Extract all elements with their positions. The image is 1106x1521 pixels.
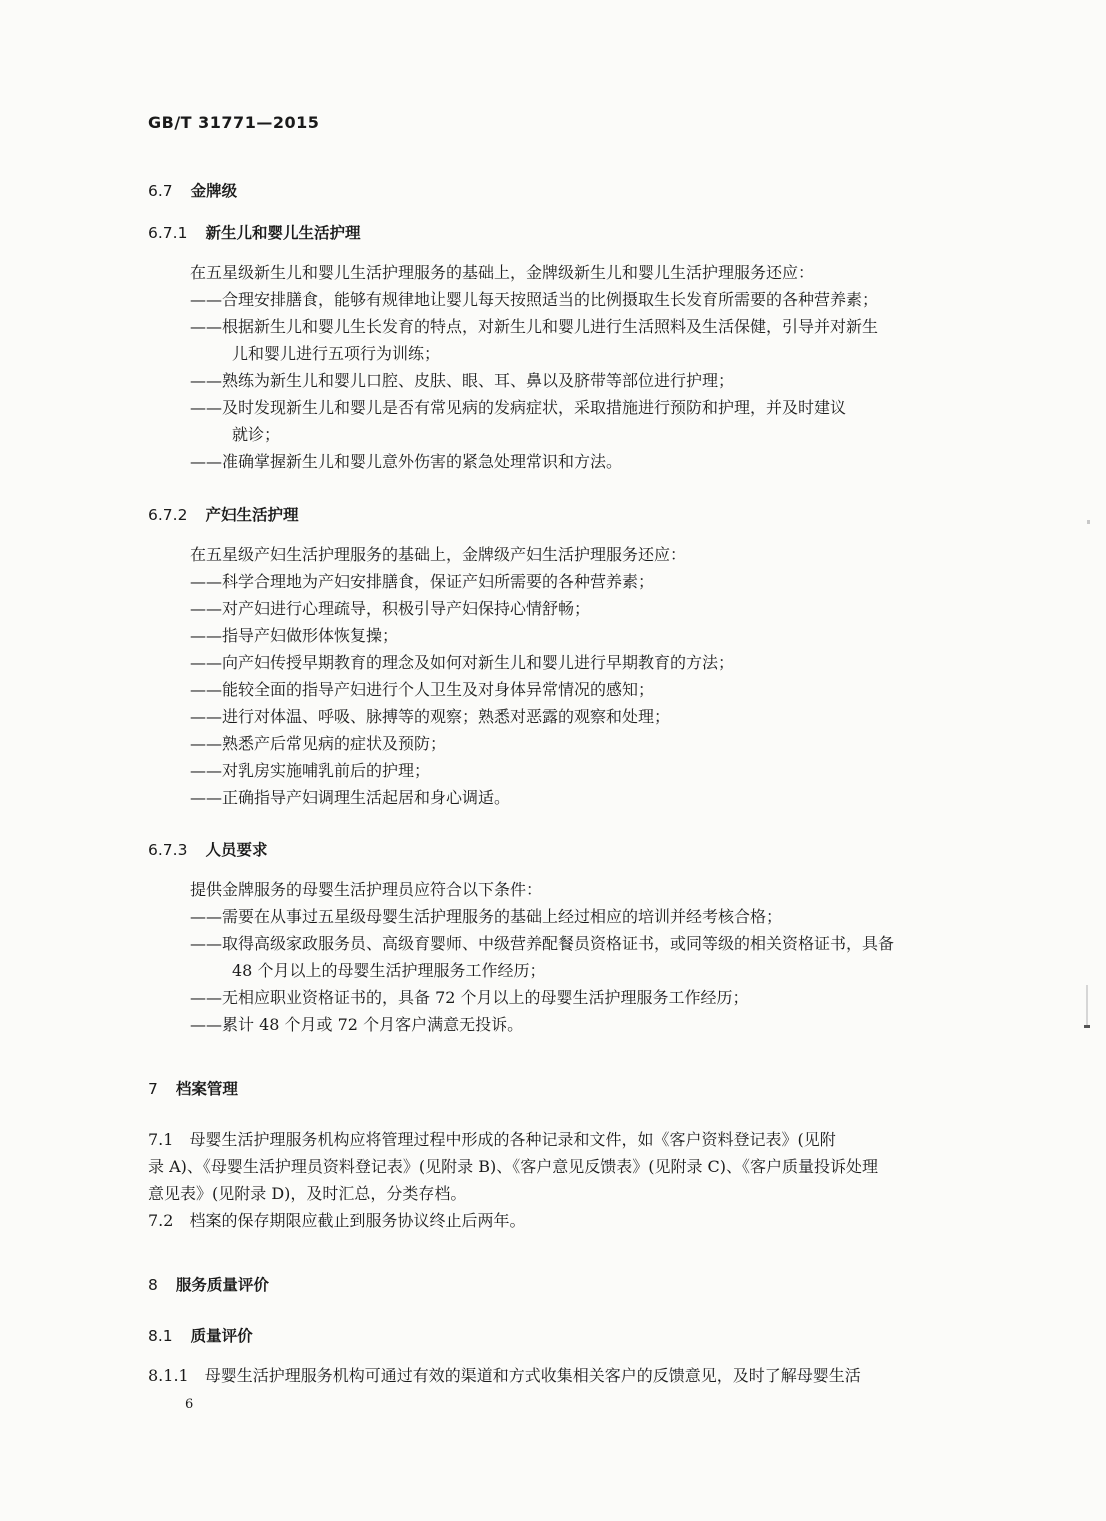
section-title: 服务质量评价 — [175, 1276, 269, 1294]
scan-artifact — [1087, 520, 1090, 524]
scan-artifact — [1086, 985, 1088, 1025]
list-item-continuation: 就诊； — [232, 425, 281, 444]
list-item: ——对产妇进行心理疏导，积极引导产妇保持心情舒畅； — [190, 599, 591, 618]
paragraph-line: 8.1.1 母婴生活护理服务机构可通过有效的渠道和方式收集相关客户的反馈意见，及时了解母婴生活 — [148, 1366, 861, 1385]
section-body-6-7-1 — [190, 259, 878, 475]
intro-paragraph: 在五星级产妇生活护理服务的基础上，金牌级产妇生活护理服务还应： — [190, 545, 687, 564]
section-title: 新生儿和婴儿生活护理 — [205, 224, 361, 242]
section-number: 8 — [148, 1276, 158, 1294]
list-item: ——能较全面的指导产妇进行个人卫生及对身体异常情况的感知； — [190, 680, 655, 699]
paragraph-line: 录 A)、《母婴生活护理员资料登记表》(见附录 B)、《客户意见反馈表》(见附录 C)、《客户质量投诉处理 — [148, 1157, 879, 1176]
paragraph-line: 7.1 母婴生活护理服务机构应将管理过程中形成的各种记录和文件，如《客户资料登记表》(见附 — [148, 1130, 836, 1149]
section-body-6-7-2 — [190, 541, 734, 811]
section-number: 8.1 — [148, 1327, 173, 1345]
section-title: 人员要求 — [205, 841, 268, 859]
list-item: ——熟悉产后常见病的症状及预防； — [190, 734, 447, 753]
list-item-continuation: 48 个月以上的母婴生活护理服务工作经历； — [232, 961, 546, 980]
page-number: 6 — [185, 1397, 194, 1412]
scan-artifact — [1084, 1025, 1090, 1028]
list-item: ——合理安排膳食，能够有规律地让婴儿每天按照适当的比例摄取生长发育所需要的各种营养素； — [190, 290, 879, 309]
list-item: ——向产妇传授早期教育的理念及如何对新生儿和婴儿进行早期教育的方法； — [190, 653, 735, 672]
document-id: GB/T 31771—2015 — [148, 113, 320, 132]
list-item: ——进行对体温、呼吸、脉搏等的观察；熟悉对恶露的观察和处理； — [190, 707, 671, 726]
section-heading-8-1 — [148, 1324, 253, 1346]
list-item: ——对乳房实施哺乳前后的护理； — [190, 761, 431, 780]
intro-paragraph: 在五星级新生儿和婴儿生活护理服务的基础上，金牌级新生儿和婴儿生活护理服务还应： — [190, 263, 815, 282]
list-item: ——累计 48 个月或 72 个月客户满意无投诉。 — [190, 1015, 524, 1034]
paragraph-line: 7.2 档案的保存期限应截止到服务协议终止后两年。 — [148, 1211, 526, 1230]
section-title: 质量评价 — [190, 1327, 253, 1345]
section-number: 6.7.1 — [148, 224, 188, 242]
section-heading-6-7-2 — [148, 503, 298, 525]
list-item: ——根据新生儿和婴儿生长发育的特点，对新生儿和婴儿进行生活照料及生活保健，引导并对新生 — [190, 317, 879, 336]
clause-8-1-1 — [148, 1362, 861, 1389]
section-title: 金牌级 — [190, 182, 238, 200]
section-number: 7 — [148, 1080, 158, 1098]
list-item: ——准确掌握新生儿和婴儿意外伤害的紧急处理常识和方法。 — [190, 452, 623, 471]
section-number: 6.7 — [148, 182, 173, 200]
clause-7-1 — [148, 1126, 878, 1234]
list-item: ——正确指导产妇调理生活起居和身心调适。 — [190, 788, 511, 807]
list-item: ——需要在从事过五星级母婴生活护理服务的基础上经过相应的培训并经考核合格； — [190, 907, 783, 926]
section-number: 6.7.2 — [148, 506, 188, 524]
list-item: ——科学合理地为产妇安排膳食，保证产妇所需要的各种营养素； — [190, 572, 655, 591]
list-item: ——取得高级家政服务员、高级育婴师、中级营养配餐员资格证书，或同等级的相关资格证书，具备 — [190, 934, 895, 953]
intro-paragraph: 提供金牌服务的母婴生活护理员应符合以下条件： — [190, 880, 543, 899]
list-item: ——及时发现新生儿和婴儿是否有常见病的发病症状，采取措施进行预防和护理，并及时建议 — [190, 398, 847, 417]
section-title: 产妇生活护理 — [205, 506, 299, 524]
list-item: ——熟练为新生儿和婴儿口腔、皮肤、眼、耳、鼻以及脐带等部位进行护理； — [190, 371, 735, 390]
list-item: ——指导产妇做形体恢复操； — [190, 626, 399, 645]
section-heading-6-7 — [148, 179, 237, 201]
section-heading-6-7-1 — [148, 221, 360, 243]
section-heading-7 — [148, 1077, 238, 1099]
section-title: 档案管理 — [175, 1080, 238, 1098]
section-body-6-7-3 — [190, 876, 894, 1038]
section-number: 6.7.3 — [148, 841, 188, 859]
section-heading-8 — [148, 1273, 269, 1295]
paragraph-line: 意见表》(见附录 D)，及时汇总，分类存档。 — [148, 1184, 467, 1203]
list-item-continuation: 儿和婴儿进行五项行为训练； — [232, 344, 441, 363]
list-item: ——无相应职业资格证书的，具备 72 个月以上的母婴生活护理服务工作经历； — [190, 988, 749, 1007]
section-heading-6-7-3 — [148, 838, 267, 860]
